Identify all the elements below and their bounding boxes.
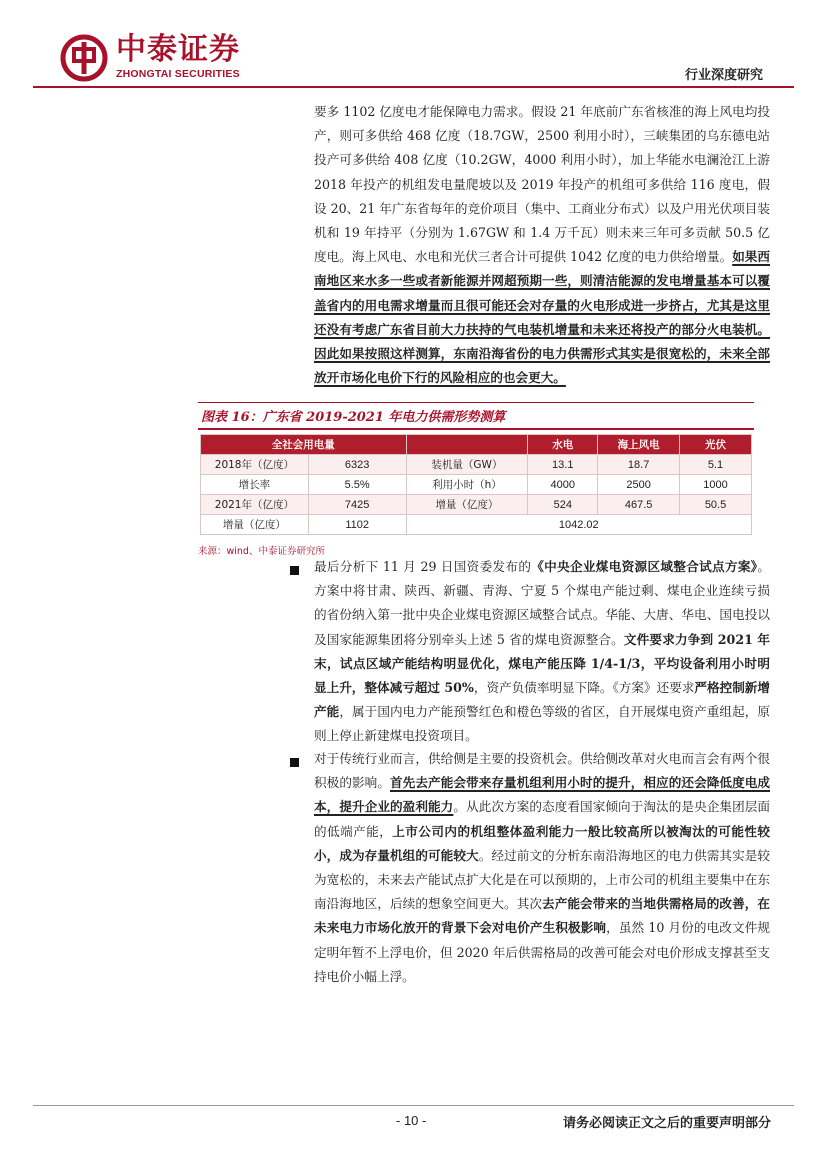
table-header-row (201, 435, 752, 455)
logo-icon (60, 34, 108, 82)
page-number: - 10 - (396, 1113, 427, 1128)
table-cell: 1000 (680, 475, 752, 495)
footer-disclaimer: 请务必阅读正文之后的重要声明部分 (562, 1116, 771, 1131)
table-cell: 装机量（GW） (406, 455, 528, 475)
header-cell-offshore-wind: 海上风电 (598, 435, 680, 455)
figure-title: 图表 16：广东省 2019-2021 年电力供需形势测算 (201, 410, 506, 425)
table-cell: 4000 (528, 475, 598, 495)
text-run: 《中央企业煤电资源区域整合试点方案》 (531, 559, 758, 574)
text-run: 。方案中将甘肃、陕西、新疆、青海、宁夏 5 个煤电产能过剩、煤电企业连续亏损的省份纳入第一批中央企业煤电资源区域整合试点。华能、大唐、华电、国电投以及国家能源集团将分别牵头上述 5 省的煤电资源整合。 (314, 559, 770, 647)
footer-divider (33, 1105, 794, 1106)
table-cell: 5.1 (680, 455, 752, 475)
table-cell: 2500 (598, 475, 680, 495)
table-cell: 2018年（亿度） (201, 455, 309, 475)
bullet-square-icon (290, 566, 299, 575)
text-run: 。经过前文的分析东南沿海地区的电力供需其实是较为宽松的，未来去产能试点扩大化是在可以预期的，上市公司的机组主要集中在东南沿海地区，后续的想象空间更大。其次 (314, 847, 771, 912)
report-type-label: 行业深度研究 (684, 68, 763, 83)
header-divider (33, 86, 794, 88)
table-cell: 7425 (308, 495, 406, 515)
table-cell: 增长率 (201, 475, 309, 495)
header-cell-hydro: 水电 (528, 435, 598, 455)
text-run: 最后分析下 11 月 29 日国资委发布的 (314, 559, 532, 574)
text-run: 严格控制新增产能 (314, 680, 771, 720)
figure-title-rule (198, 428, 754, 430)
text-run: ，虽然 10 月份的电改文件规定明年暂不上浮电价，但 2020 年后供需格局的改善可能会对电价形成支撑甚至支持电价小幅上浮。 (314, 920, 770, 984)
table-cell: 1102 (308, 515, 406, 535)
text-run: 。从此次方案的态度看国家倾向于淘汰的是央企集团层面的低端产能， (314, 799, 771, 839)
text-run: 上市公司内的机组整体盈利能力一般比较高所以被淘汰的可能性较小，成为存量机组的可能较大 (314, 823, 771, 863)
figure-source: 来源：wind、中泰证券研究所 (198, 546, 325, 557)
text-run: 对于传统行业而言，供给侧是主要的投资机会。供给侧改革对火电而言会有两个很积极的影响。 (314, 751, 770, 791)
table-row (201, 495, 752, 515)
table-cell: 467.5 (598, 495, 680, 515)
bullet-paragraph-2 (314, 747, 770, 989)
text-run: 要多 1102 亿度电才能保障电力需求。假设 21 年底前广东省核准的海上风电均投产，则可多供给 468 亿度（18.7GW，2500 利用小时），三峡集团的乌东德电站投产可多供给 408 亿度（10.2GW，4000 利用小时），加上华能水电澜沧江上游 2018 年投产的机组发电量爬坡以及 2019 年投产的机组可多供给 116 度电，假设 20、21 年广东省每年的竞价项目（集中、工商业分布式）以及户用光伏项目装机和 19 年持平（分别为 1.67GW 和 1.4 万千瓦）则未来三年可多贡献 50.5 亿度电。海上风电、水电和光伏三者合计可提供 1042 亿度的电力供给增量。 (314, 104, 770, 265)
table-cell: 524 (528, 495, 598, 515)
table-cell: 增量（亿度） (406, 495, 528, 515)
table-cell: 5.5% (308, 475, 406, 495)
figure-top-rule (198, 402, 754, 403)
text-run: 首先去产能会带来存量机组利用小时的提升，相应的还会降低度电成本，提升企业的盈利能力 (314, 775, 771, 815)
table-cell: 利用小时（h） (406, 475, 528, 495)
table-cell: 13.1 (528, 455, 598, 475)
bullet-square-icon (290, 758, 299, 767)
table-cell: 6323 (308, 455, 406, 475)
text-run: ，资产负债率明显下降。《方案》还要求 (473, 680, 695, 696)
table-row (201, 475, 752, 495)
text-run: 如果西南地区来水多一些或者新能源并网超预期一些，则清洁能源的发电增量基本可以覆盖省内的用电需求增量而且很可能还会对存量的火电形成进一步挤占，尤其是这里还没有考虑广东省目前大力扶持的气电装机增量和未来还将投产的部分火电装机。因此如果按照这样测算，东南沿海省份的电力供需形式其实是很宽松的，未来全部放开市场化电价下行的风险相应的也会更大。 (314, 249, 771, 386)
brand-name-en: ZHONGTAI SECURITIES (116, 68, 240, 80)
table-row (201, 455, 752, 475)
table-row (201, 515, 752, 535)
header-cell-blank (406, 435, 528, 455)
table-cell: 50.5 (680, 495, 752, 515)
table-cell-total-supply: 1042.02 (406, 515, 751, 535)
text-run: ，属于国内电力产能预警红色和橙色等级的省区，自开展煤电资产重组起，原则上停止新建煤电投资项目。 (314, 704, 771, 744)
header-cell-consumption: 全社会用电量 (201, 435, 407, 455)
text-run: 文件要求力争到 2021 年末，试点区域产能结构明显优化，煤电产能压降 1/4-1/3，平均设备利用小时明显上升，整体减亏超过 50% (314, 631, 770, 696)
table-cell: 2021年（亿度） (201, 495, 309, 515)
bullet-paragraph-1 (314, 555, 770, 749)
body-paragraph-1 (314, 100, 770, 390)
brand-name-cn: 中泰证券 (116, 32, 240, 67)
table-cell: 增量（亿度） (201, 515, 309, 535)
header-cell-solar: 光伏 (680, 435, 752, 455)
supply-demand-table (200, 434, 752, 535)
text-run: 去产能会带来的当地供需格局的改善，在未来电力市场化放开的背景下会对电价产生积极影响 (314, 896, 771, 936)
table-cell: 18.7 (598, 455, 680, 475)
